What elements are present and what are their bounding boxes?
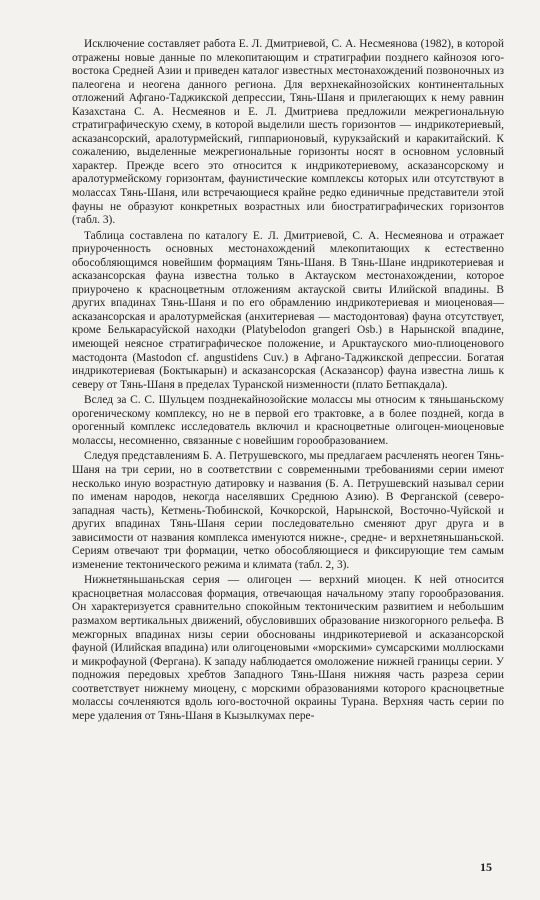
paragraph-1: Исключение составляет работа Е. Л. Дмитриевой, С. А. Несмеянова (1982), в которой отражены новые данные по млекопитающим и стратиграфии позднего кайнозоя юго-востока Средней Азии и приведен каталог известных местонахождений позвоночных из палеогена и неогена данного региона. Для верхнекайнозойских континентальных отложений Афгано-Таджикской депрессии, Тянь-Шаня и прилегающих к нему равнин Казахстана С. А. Несмеянов и Е. Л. Дмитриева предложили межрегиональную стратиграфическую схему, в которой выделили шесть горизонтов — индрикотериевый, асказансорский, аралотурмейский, гиппарионовый, курукзайский и каракитайский. К сожалению, выделенные межрегиональные горизонты носят в основном условный характер. Прежде всего это относится к индрикотериевому, асказансорскому и аралотурмейскому горизонтам, фаунистические комплексы которых или отсутствуют в молассах Тянь-Шаня, или встречающиеся крайне редко единичные представители этой фауны не образуют конкретных возрастных или биостратиграфических горизонтов (табл. 3).	[72, 38, 504, 227]
paragraph-2: Таблица составлена по каталогу Е. Л. Дмитриевой, С. А. Несмеянова и отражает приуроченность основных местонахождений млекопитающих к естественно обособляющимся новейшим формациям Тянь-Шаня. В Тянь-Шане индрикотериевая и асказансорская фауна известна только в Актауском местонахождении, которое приурочено к красноцветным отложениям актауской свиты Илийской впадины. В других впадинах Тянь-Шаня и по его обрамлению индрикотериевая и миоценовая—асказансорская и аралотурмейская (анхитериевая — мастодонтовая) фауна отсутствует, кроме Белькарасуйской находки (Platybelodon grangeri Osb.) в Нарынской впадине, имеющей неясное стратиграфическое положение, и Арuктауского мио-плиоценового мастодонта (Mastodon cf. angustidens Cuv.) в Афгано-Таджикской депрессии. Богатая индрикотериевая (Боктыкарын) и асказансорская (Асказансор) фауна известна лишь к северу от Тянь-Шаня в пределах Туранской низменности (плато Бетпакдала).	[72, 229, 504, 391]
paragraph-3: Вслед за С. С. Шульцем позднекайнозойские молассы мы относим к тяньшаньскому орогеническому комплексу, но не в первой его трактовке, а в более поздней, когда в орогенный комплекс исследователь включил и красноцветные олигоцен-миоценовые молассы, несомненно, связанные с новейшим горообразованием.	[72, 394, 504, 447]
page-number: 15	[480, 860, 492, 874]
paragraph-4: Следуя представлениям Б. А. Петрушевского, мы предлагаем расчленять неоген Тянь-Шаня на три серии, но в соответствии с современными требованиями серии имеют несколько иную возрастную датировку и названия (Б. А. Петрушевский называл серии по именам народов, некогда населявших Среднюю Азию). В Ферганской (северо-западная часть), Кетмень-Тюбинской, Кочкорской, Нарынской, Восточно-Чуйской и других впадинах Тянь-Шаня серии последовательно сменяют друг друга и в зависимости от названия комплекса именуются нижне-, средне- и верхнетяньшаньской. Сериям отвечают три формации, четко обособляющиеся и фиксирующие тем самым изменение тектонического режима и климата (табл. 2, 3).	[72, 450, 504, 571]
text-column	[72, 38, 504, 723]
paragraph-5: Нижнетяньшаньская серия — олигоцен — верхний миоцен. К ней относится красноцветная молассовая формация, отвечающая начальному этапу горообразования. Он характеризуется сравнительно спокойным тектоническим развитием и небольшим размахом вертикальных движений, обусловивших образование низкогорного рельефа. В межгорных впадинах низы серии обоснованы индрикотериевой и асказансорской фауной (Илийская впадина) или олигоценовыми «морскими» сумсарскими моллюсками и микрофауной (Фергана). К западу наблюдается омоложение нижней границы серии. У подножия передовых хребтов Западного Тянь-Шаня нижняя часть разреза серии соответствует нижнему миоцену, с морскими образованиями которого красноцветные молассы сочленяются вдоль юго-восточной окраины Турана. Верхняя часть серии по мере удаления от Тянь-Шаня в Кызылкумах пере-	[72, 574, 504, 722]
